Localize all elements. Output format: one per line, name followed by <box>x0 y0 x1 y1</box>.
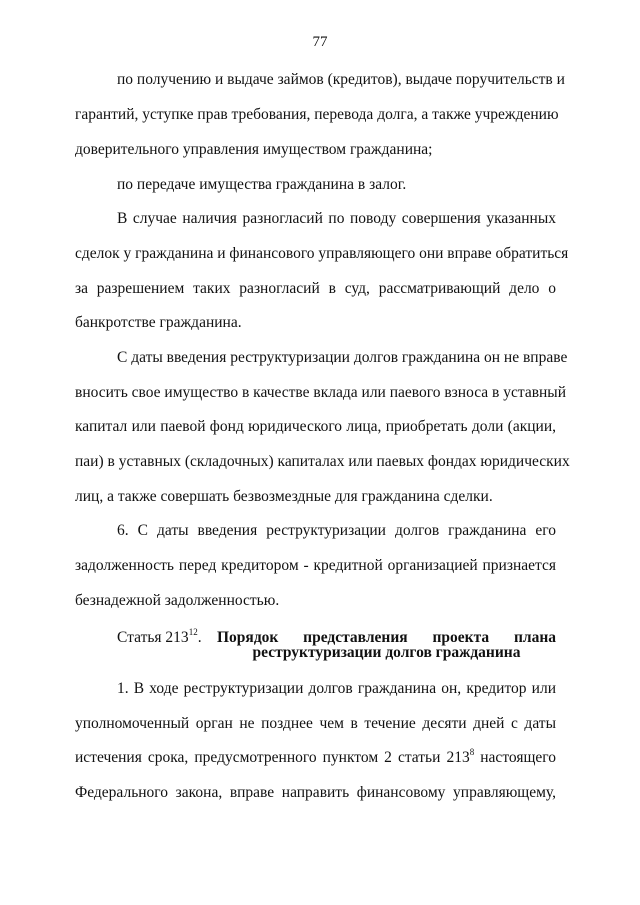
text-line: 1. В ходе реструктуризации долгов гражданина он, кредитор или <box>117 680 556 697</box>
text-line: за разрешением таких разногласий в суд, рассматривающий дело о <box>75 280 556 297</box>
text-line: банкротстве гражданина. <box>75 314 242 331</box>
text-line: уполномоченный орган не позднее чем в течение десяти дней с даты <box>75 715 556 732</box>
text-line: С даты введения реструктуризации долгов гражданина он не вправе <box>117 349 568 366</box>
article-title-line2: реструктуризации долгов гражданина <box>252 644 521 661</box>
text-line: лиц, а также совершать безвозмездные для гражданина сделки. <box>75 488 493 505</box>
article-title-line1: Порядок представления проекта плана <box>217 629 556 646</box>
text-line: истечения срока, предусмотренного пунктом 2 статьи $213^8$ настоящего <box>75 747 557 766</box>
text-line: задолженность перед кредитором - кредитной организацией признается <box>75 557 556 574</box>
text-line: безнадежной задолженностью. <box>75 592 280 609</box>
text-line: паи) в уставных (складочных) капиталах или паевых фондах юридических <box>75 453 570 470</box>
text-line: 6. С даты введения реструктуризации долгов гражданина его <box>117 522 556 539</box>
text-line: по передаче имущества гражданина в залог. <box>117 176 407 193</box>
text-line: по получению и выдаче займов (кредитов), выдаче поручительств и <box>117 71 565 88</box>
text-line: доверительного управления имуществом гражданина; <box>75 141 433 158</box>
text-line: В случае наличия разногласий по поводу совершения указанных <box>117 210 556 227</box>
text-line: сделок у гражданина и финансового управляющего они вправе обратиться <box>75 245 569 262</box>
page-number: 77 <box>312 34 328 50</box>
text-line: Федерального закона, вправе направить финансовому управляющему, <box>75 784 556 801</box>
text-line: капитал или паевой фонд юридического лица, приобретать доли (акции, <box>75 418 556 435</box>
article-label: Статья $213^{12}$. <box>117 627 202 646</box>
text-line: вносить свое имущество в качестве вклада или паевого взноса в уставный <box>75 384 567 401</box>
text-line: гарантий, уступке прав требования, перевода долга, а также учреждению <box>75 106 559 123</box>
